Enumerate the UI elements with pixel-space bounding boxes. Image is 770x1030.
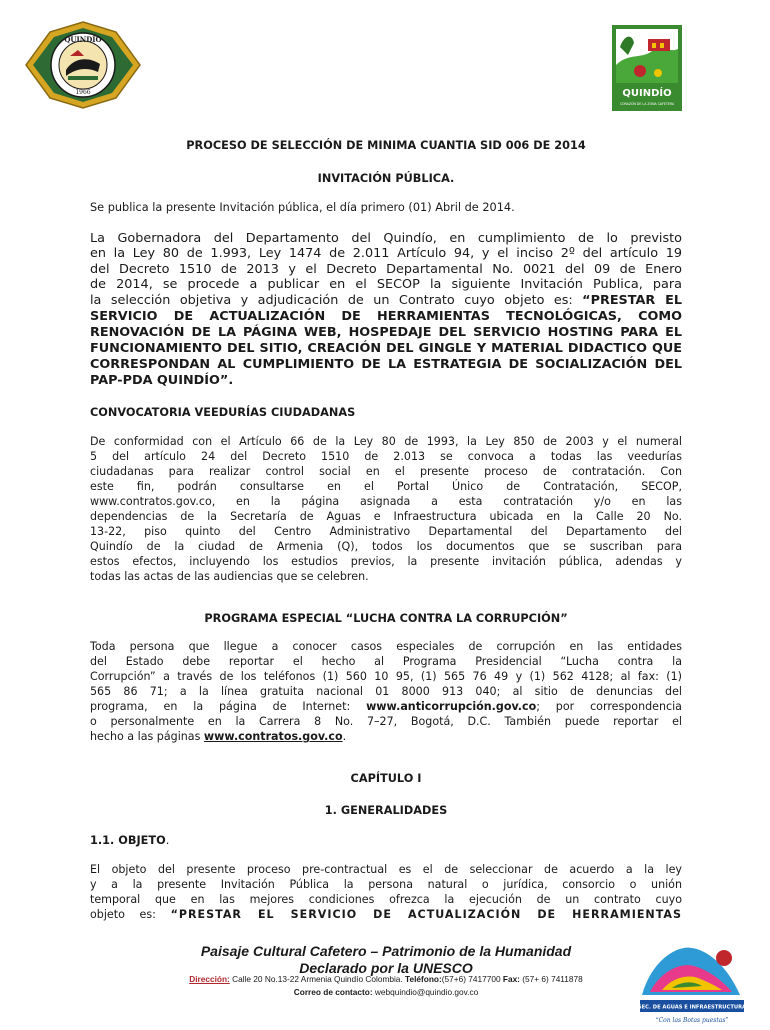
footer-slogan-line1: Paisaje Cultural Cafetero – Patrimonio de la Humanidad [200,943,572,959]
fax-text: (57+ 6) 7411878 [519,974,583,984]
objeto-line-text: objeto es: [90,908,171,921]
email-link[interactable]: webquindio@quindio.gov.co [372,987,479,997]
programa-heading: PROGRAMA ESPECIAL “LUCHA CONTRA LA CORRUPCIÓN” [204,612,568,625]
objeto-heading-label: 1.1. OBJETO [90,834,166,847]
footer-contact [90,987,682,998]
veedurias-line: todas las actas de las audiencias que se celebren. [90,570,369,583]
address-label: Dirección: [189,974,230,984]
veedurias-line: ciudadanas para realizar control social en el presente proceso de contratación. Con [90,465,682,478]
veedurias-line: 5 del artículo 24 del Decreto 1510 de 2.013 se convoca a todas las veedurías [90,450,682,463]
objeto-object-start: “PRESTAR EL SERVICIO DE ACTUALIZACIÓN DE HERRAMIENTAS [170,908,682,921]
svg-text:CORAZÓN DE LA ZONA CAFETERA: CORAZÓN DE LA ZONA CAFETERA [619,102,675,106]
veedurias-line: De conformidad con el Artículo 66 de la Ley 80 de 1993, la Ley 850 de 2003 y el numeral [90,435,682,448]
svg-text:QUINDÍO: QUINDÍO [64,35,102,44]
veedurias-line: este fin, podrán consultarse en el Portal Único de Contratación, SECOP, [90,480,682,493]
svg-text:SEC. DE AGUAS E INFRAESTRUCTUR: SEC. DE AGUAS E INFRAESTRUCTURA [637,1004,747,1011]
quindio-landscape-logo-icon [612,25,682,111]
objeto-line: y a la presente Invitación Pública la persona natural o jurídica, consorcio o unión [90,878,682,891]
intro-object-line: RENOVACIÓN DE LA PÁGINA WEB, HOSPEDAJE DEL SERVICIO HOSTING PARA EL [90,325,682,340]
intro-line [90,293,682,308]
footer-slogan [90,943,682,977]
quindio-seal-icon [26,22,140,108]
programa-line [90,699,682,714]
intro-object-line: CORRESPONDAN AL CUMPLIMIENTO DE LA ESTRATEGIA DE SOCIALIZACIÓN DEL [90,357,682,372]
veedurias-line: 13-22, piso quinto del Centro Administrativo Departamental del Departamento del [90,525,682,538]
footer-address [90,974,682,985]
document-title: PROCESO DE SELECCIÓN DE MINIMA CUANTIA SID 006 DE 2014 [186,139,586,152]
chapter-heading: CAPÍTULO I [350,772,422,785]
programa-line: o personalmente en la Carrera 8 No. 7–27, Bogotá, D.C. También puede reportar el [90,715,682,728]
intro-object-start: “PRESTAR EL [582,293,682,308]
document-subtitle: INVITACIÓN PÚBLICA. [317,172,455,185]
veedurias-line: Quindío de la ciudad de Armenia (Q), todos los documentos que se suscriban para [90,540,682,553]
programa-line: Corrupción” a través de los teléfonos (1) 560 10 95, (1) 565 76 49 y (1) 562 4128; al fax: (1) [90,670,682,683]
intro-line: del Decreto 1510 de 2013 y el Decreto Departamental No. 0021 del 09 de Enero [90,262,682,277]
quindio-department-logo [612,25,682,111]
intro-line: de 2014, se procede a publicar en el SECOP la siguiente Invitación Publica, para [90,277,682,292]
veedurias-line: dependencias de la Secretaría de Aguas e Infraestructura ubicada en la Calle 20 No. [90,510,682,523]
programa-line-text: ; por correspondencia [536,700,682,713]
fax-label: Fax: [502,974,520,984]
intro-object-line: SERVICIO DE ACTUALIZACIÓN DE HERRAMIENTAS TECNOLÓGICAS, COMO [90,309,682,324]
objeto-line: El objeto del presente proceso pre-contractual es el de seleccionar de acuerdo a la ley [90,863,682,876]
programa-line: del Estado debe reportar el hecho al Programa Presidencial “Lucha contra la [90,655,682,668]
intro-line: en la Ley 80 de 1.993, Ley 1474 de 2.011 Artículo 94, y el inciso 2º del artículo 19 [90,246,682,261]
phone-text: (57+6) 7417700 [441,974,503,984]
svg-text:1966: 1966 [75,89,91,96]
address-text: Calle 20 No.13-22 Armenia Quindío Colombia. [229,974,406,984]
section-heading: 1. GENERALIDADES [324,804,448,817]
programa-line-text: . [342,730,347,743]
email-label: Correo de contacto: [293,987,373,997]
veedurias-line: www.contratos.gov.co, en la página asignada a esta contratación y/o en las [90,495,682,508]
programa-line: 565 86 71; a la línea gratuita nacional 01 8000 913 040; al sitio de denuncias del [90,685,682,698]
publish-line: Se publica la presente Invitación pública, el día primero (01) Abril de 2014. [90,201,515,214]
phone-label: Teléfono: [405,974,442,984]
intro-object-line: PAP-PDA QUINDÍO”. [90,373,234,388]
veedurias-heading: CONVOCATORIA VEEDURÍAS CIUDADANAS [90,406,356,419]
objeto-heading-dot: . [165,834,170,847]
programa-line-text: hecho a las páginas [90,730,204,743]
svg-text:“Con las Botas puestas”: “Con las Botas puestas” [655,1017,729,1024]
programa-line: Toda persona que llegue a conocer casos especiales de corrupción en las entidades [90,640,682,653]
footer-slogan-line2: Declarado por la UNESCO [299,960,473,976]
programa-line [90,729,682,744]
quindio-seal-logo [18,20,148,110]
intro-line: La Gobernadora del Departamento del Quindío, en cumplimiento de lo previsto [90,231,682,246]
intro-line-text: la selección objetiva y adjudicación de un Contrato cuyo objeto es: [90,293,583,308]
veedurias-line: estos efectos, incluyendo los estudios previos, la presente invitación pública, adendas y [90,555,682,568]
objeto-line: temporal que en las mejores condiciones ofrezca la ejecución de un contrato cuyo [90,893,682,906]
svg-text:QUINDÍO: QUINDÍO [622,88,672,99]
contratos-link[interactable]: www.contratos.gov.co [203,730,343,743]
intro-object-line: FUNCIONAMIENTO DEL SITIO, CREACIÓN DEL GINGLE Y MATERIAL DIDACTICO QUE [90,341,682,356]
sec-aguas-infraestructura-logo-icon [638,948,746,1024]
objeto-heading [90,833,682,848]
programa-line-text: programa, en la página de Internet: [90,700,367,713]
sec-aguas-logo [632,940,752,1030]
anticorrupcion-link[interactable]: www.anticorrupción.gov.co [366,700,537,713]
objeto-line [90,907,682,922]
